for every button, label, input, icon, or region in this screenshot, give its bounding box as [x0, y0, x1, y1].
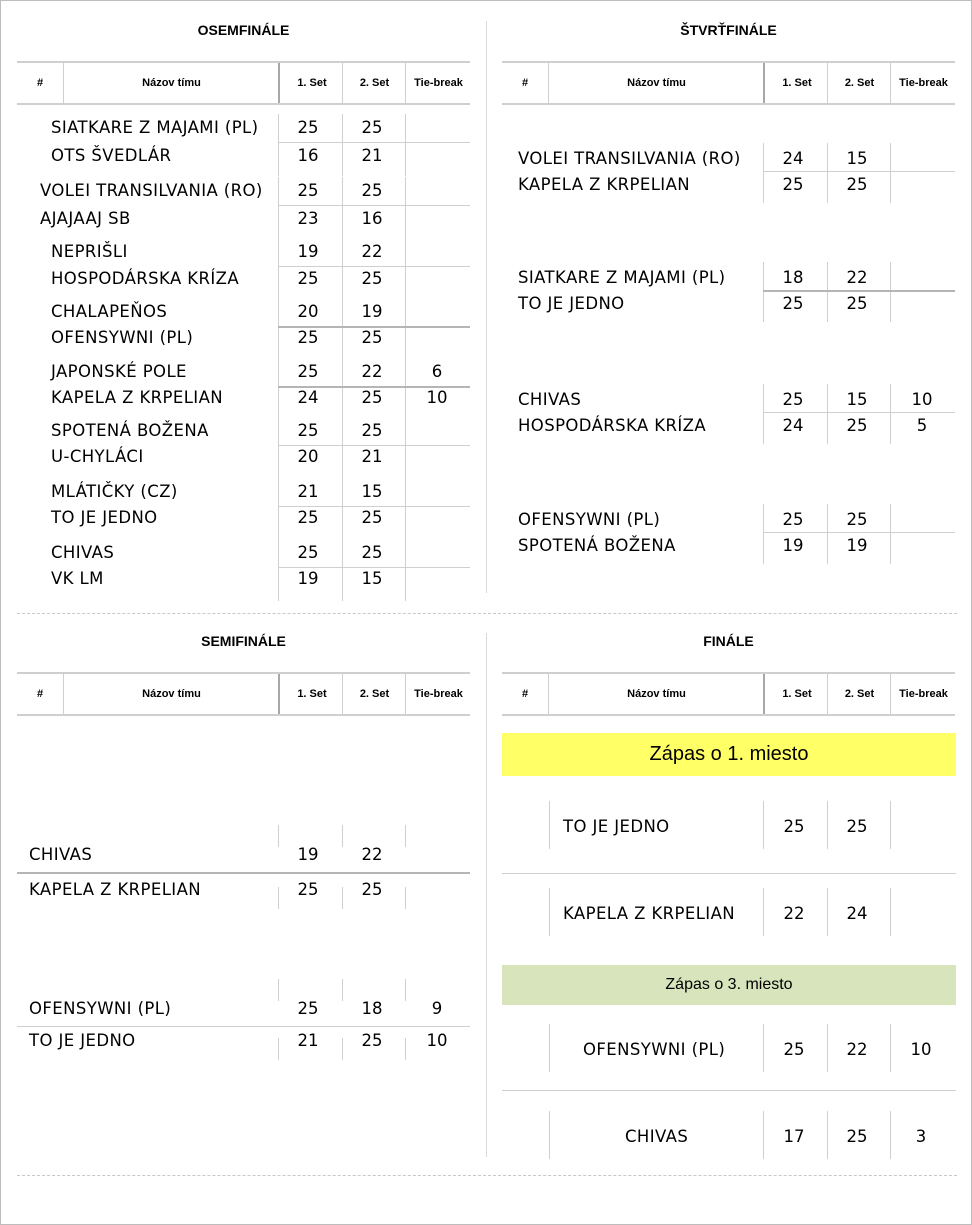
section-separator [17, 613, 957, 614]
score-set-1: 19 [297, 569, 319, 588]
grid-vline [890, 888, 891, 936]
grid-vline [405, 238, 406, 300]
score-set-1: 23 [297, 209, 319, 228]
score-set-1: 22 [783, 904, 805, 923]
team-name: KAPELA Z KRPELIAN [29, 880, 201, 899]
first-place-banner: Zápas o 1. miesto [502, 733, 956, 776]
score-set-2: 22 [846, 268, 868, 287]
grid-vline [405, 177, 406, 239]
table-header [17, 672, 470, 716]
score-set-1: 24 [782, 149, 804, 168]
team-name: TO JE JEDNO [51, 508, 158, 527]
section-title: OSEMFINÁLE [197, 22, 290, 38]
table-header [502, 61, 955, 105]
team-name: OFENSYWNI (PL) [518, 510, 661, 529]
score-set-2: 21 [361, 146, 383, 165]
score-set-2: 25 [846, 510, 868, 529]
column-header-set1: 1. Set [763, 674, 829, 714]
team-name: CHIVAS [29, 845, 93, 864]
column-header-tb: Tie-break [405, 63, 471, 103]
score-set-2: 21 [361, 447, 383, 466]
grid-vline [405, 298, 406, 360]
score-tie-break: 5 [916, 416, 928, 435]
score-set-1: 25 [782, 390, 804, 409]
column-header-num: # [521, 688, 529, 700]
column-header-team: Názov tímu [548, 63, 764, 103]
score-set-1: 25 [297, 181, 319, 200]
grid-vline [890, 384, 891, 444]
grid-vline [405, 478, 406, 540]
section-separator [17, 1175, 957, 1176]
team-name: SIATKARE Z MAJAMI (PL) [518, 268, 726, 287]
score-set-1: 25 [782, 175, 804, 194]
grid-vline [278, 979, 279, 1001]
score-set-2: 25 [846, 294, 868, 313]
team-name: KAPELA Z KRPELIAN [51, 388, 223, 407]
third-place-banner: Zápas o 3. miesto [502, 965, 956, 1005]
score-set-2: 25 [361, 118, 383, 137]
score-set-2: 25 [361, 269, 383, 288]
team-name: SPOTENÁ BOŽENA [518, 536, 676, 555]
score-set-2: 18 [361, 999, 383, 1018]
grid-vline [549, 1024, 550, 1072]
score-set-1: 25 [297, 999, 319, 1018]
score-set-2: 22 [846, 1040, 868, 1059]
column-header-team: Názov tímu [548, 674, 764, 714]
grid-vline [549, 888, 550, 936]
column-header-set2: 2. Set [827, 674, 891, 714]
table-header [502, 672, 955, 716]
grid-vline [890, 262, 891, 322]
team-name: CHIVAS [625, 1127, 689, 1146]
section-title: SEMIFINÁLE [201, 633, 286, 649]
grid-vline [405, 417, 406, 479]
score-set-2: 25 [846, 817, 868, 836]
grid-hline [17, 872, 470, 874]
grid-hline [278, 445, 470, 446]
team-name: SIATKARE Z MAJAMI (PL) [51, 118, 259, 137]
team-name: KAPELA Z KRPELIAN [518, 175, 690, 194]
grid-vline [890, 143, 891, 203]
score-set-1: 20 [297, 447, 319, 466]
grid-vline [549, 1111, 550, 1159]
score-set-1: 21 [297, 482, 319, 501]
score-set-2: 19 [846, 536, 868, 555]
team-name: TO JE JEDNO [518, 294, 625, 313]
score-set-1: 25 [782, 510, 804, 529]
column-header-num: # [36, 77, 44, 89]
grid-hline [502, 873, 956, 874]
team-name: HOSPODÁRSKA KRÍZA [518, 416, 707, 435]
score-set-1: 19 [297, 242, 319, 261]
column-header-team: Názov tímu [63, 63, 279, 103]
column-header-set2: 2. Set [342, 674, 406, 714]
score-set-2: 24 [846, 904, 868, 923]
team-name: KAPELA Z KRPELIAN [563, 904, 735, 923]
score-set-1: 25 [782, 294, 804, 313]
score-set-2: 15 [361, 569, 383, 588]
score-tie-break: 6 [431, 362, 443, 381]
team-name: U-CHYLÁCI [51, 447, 144, 466]
grid-vline [549, 801, 550, 849]
grid-hline [763, 171, 955, 172]
column-header-tb: Tie-break [890, 63, 956, 103]
grid-vline [405, 358, 406, 420]
score-set-1: 25 [297, 269, 319, 288]
score-set-2: 25 [846, 416, 868, 435]
column-header-set1: 1. Set [278, 63, 344, 103]
team-name: VOLEI TRANSILVANIA (RO) [518, 149, 741, 168]
grid-vline [405, 825, 406, 847]
grid-vline [405, 114, 406, 176]
column-header-set1: 1. Set [763, 63, 829, 103]
score-set-1: 25 [297, 880, 319, 899]
grid-vline [890, 504, 891, 564]
score-set-1: 16 [297, 146, 319, 165]
grid-vline [405, 979, 406, 1001]
column-header-num: # [36, 688, 44, 700]
grid-vline [890, 801, 891, 849]
score-set-2: 25 [361, 1031, 383, 1050]
score-set-2: 25 [361, 388, 383, 407]
grid-vline [342, 979, 343, 1001]
column-header-set1: 1. Set [278, 674, 344, 714]
score-set-1: 25 [297, 362, 319, 381]
grid-hline [502, 1090, 956, 1091]
grid-hline [17, 1026, 470, 1027]
score-tie-break: 9 [431, 999, 443, 1018]
team-name: JAPONSKÉ POLE [51, 362, 187, 381]
score-set-1: 25 [297, 543, 319, 562]
column-header-set2: 2. Set [827, 63, 891, 103]
score-tie-break: 10 [426, 1031, 448, 1050]
score-set-2: 25 [361, 508, 383, 527]
score-set-2: 25 [361, 421, 383, 440]
score-set-2: 25 [846, 1127, 868, 1146]
score-set-2: 25 [361, 181, 383, 200]
team-name: OFENSYWNI (PL) [51, 328, 194, 347]
grid-vline [405, 1038, 406, 1060]
grid-hline [763, 532, 955, 533]
grid-vline [278, 825, 279, 847]
team-name: MLÁTIČKY (CZ) [51, 482, 178, 501]
table-header [17, 61, 470, 105]
section-title: FINÁLE [703, 633, 754, 649]
grid-hline [278, 266, 470, 267]
column-header-tb: Tie-break [890, 674, 956, 714]
score-tie-break: 10 [426, 388, 448, 407]
score-set-2: 25 [361, 543, 383, 562]
score-set-1: 20 [297, 302, 319, 321]
team-name: VK LM [51, 569, 104, 588]
score-set-1: 25 [297, 118, 319, 137]
section-title: ŠTVRŤFINÁLE [680, 22, 777, 38]
team-name: OTS ŠVEDLÁR [51, 146, 172, 165]
score-set-1: 25 [783, 817, 805, 836]
grid-vline [405, 887, 406, 909]
score-set-2: 25 [361, 328, 383, 347]
score-set-2: 22 [361, 242, 383, 261]
column-divider [486, 633, 487, 1157]
grid-hline [763, 412, 955, 413]
team-name: OFENSYWNI (PL) [29, 999, 172, 1018]
score-set-1: 25 [297, 508, 319, 527]
grid-hline [278, 205, 470, 206]
team-name: TO JE JEDNO [29, 1031, 136, 1050]
column-header-team: Názov tímu [63, 674, 279, 714]
score-tie-break: 10 [910, 1040, 932, 1059]
team-name: TO JE JEDNO [563, 817, 670, 836]
score-set-2: 15 [846, 390, 868, 409]
column-header-set2: 2. Set [342, 63, 406, 103]
column-divider [486, 21, 487, 593]
team-name: HOSPODÁRSKA KRÍZA [51, 269, 240, 288]
team-name: VOLEI TRANSILVANIA (RO) [40, 181, 263, 200]
team-name: OFENSYWNI (PL) [583, 1040, 726, 1059]
grid-hline [278, 567, 470, 568]
score-set-1: 25 [783, 1040, 805, 1059]
score-tie-break: 3 [915, 1127, 927, 1146]
score-set-1: 24 [297, 388, 319, 407]
column-header-num: # [521, 77, 529, 89]
grid-hline [278, 142, 470, 143]
score-set-2: 25 [846, 175, 868, 194]
score-set-2: 15 [846, 149, 868, 168]
team-name: CHIVAS [51, 543, 115, 562]
score-set-2: 16 [361, 209, 383, 228]
score-set-2: 15 [361, 482, 383, 501]
grid-vline [405, 539, 406, 601]
score-set-2: 22 [361, 845, 383, 864]
grid-vline [342, 825, 343, 847]
grid-hline [278, 506, 470, 507]
score-set-1: 25 [297, 328, 319, 347]
score-tie-break: 10 [911, 390, 933, 409]
score-set-1: 24 [782, 416, 804, 435]
column-header-tb: Tie-break [405, 674, 471, 714]
score-set-2: 19 [361, 302, 383, 321]
grid-hline [763, 290, 955, 292]
score-set-2: 22 [361, 362, 383, 381]
score-set-1: 19 [782, 536, 804, 555]
team-name: CHALAPEŇOS [51, 302, 168, 321]
team-name: CHIVAS [518, 390, 582, 409]
team-name: NEPRIŠLI [51, 242, 128, 261]
score-set-1: 18 [782, 268, 804, 287]
score-set-1: 17 [783, 1127, 805, 1146]
score-set-2: 25 [361, 880, 383, 899]
score-set-1: 19 [297, 845, 319, 864]
score-set-1: 25 [297, 421, 319, 440]
team-name: AJAJAAJ SB [40, 209, 131, 228]
score-set-1: 21 [297, 1031, 319, 1050]
team-name: SPOTENÁ BOŽENA [51, 421, 209, 440]
